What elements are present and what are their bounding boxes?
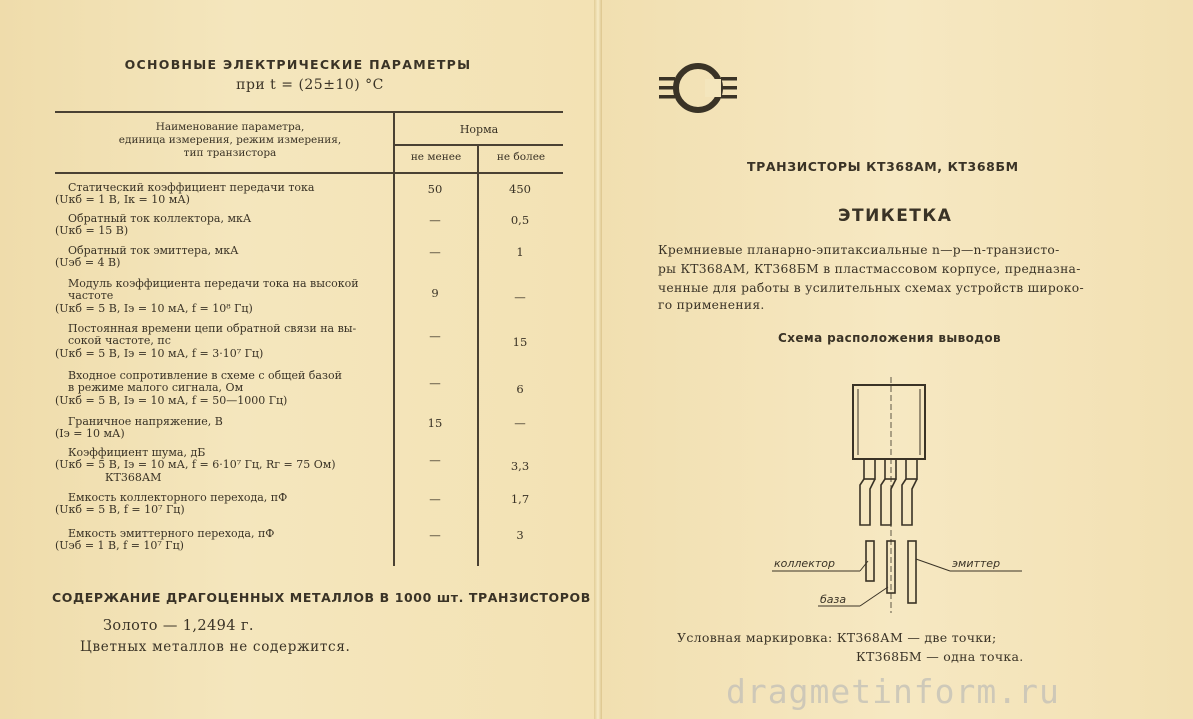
- param-line: сокой частоте, пс: [68, 334, 171, 348]
- header-param-line: единица измерения, режим измерения,: [118, 134, 342, 146]
- factory-logo-icon: [657, 57, 739, 119]
- marking-line-1: Условная маркировка: КТ368АМ — две точки;: [677, 630, 997, 645]
- param-cell: [55, 182, 314, 207]
- param-line: в режиме малого сигнала, Ом: [68, 381, 244, 395]
- transistors-title: ТРАНЗИСТОРЫ КТ368АМ, КТ368БМ: [747, 159, 1019, 174]
- max-value: 6: [516, 382, 524, 396]
- description-line: Кремниевые планарно-эпитаксиальные n—p—n-транзисто-: [658, 243, 1060, 257]
- min-value: —: [429, 453, 441, 467]
- nonferrous-content: Цветных металлов не содержится.: [80, 639, 351, 655]
- header-param: [100, 121, 360, 160]
- watermark: dragmetinform.ru: [726, 672, 1060, 711]
- gold-content: Золото — 1,2494 г.: [103, 618, 254, 634]
- param-cell: [55, 416, 223, 441]
- min-value: —: [429, 245, 441, 259]
- marking-line-2: КТ368БМ — одна точка.: [856, 649, 1024, 664]
- param-line: (Uэб = 4 В): [55, 256, 121, 270]
- param-line: Статический коэффициент передачи тока: [68, 181, 315, 194]
- min-value: 50: [427, 182, 443, 196]
- param-line: Коэффициент шума, дБ: [68, 446, 206, 459]
- max-value: 0,5: [510, 213, 530, 227]
- param-line: Емкость эмиттерного перехода, пФ: [68, 527, 275, 540]
- param-line: (Uкб = 1 В, Iк = 10 мА): [55, 193, 190, 207]
- header-param-line: Наименование параметра,: [155, 121, 305, 133]
- description-line: ры КТ368АМ, КТ368БМ в пластмассовом корпусе, предназна-: [658, 262, 1081, 276]
- param-line: Модуль коэффициента передачи тока на высокой: [68, 277, 359, 290]
- param-cell: [55, 213, 251, 238]
- param-cell: [55, 528, 274, 553]
- param-line: (Iэ = 10 мА): [55, 427, 125, 441]
- param-line: Входное сопротивление в схеме с общей базой: [68, 369, 342, 382]
- param-line: (Uкб = 5 В, Iэ = 10 мА, f = 6·10⁷ Гц, Rг = 75 Ом): [55, 458, 336, 472]
- max-value: 3,3: [510, 459, 530, 473]
- max-value: 1: [516, 245, 524, 259]
- min-value: —: [429, 329, 441, 343]
- max-value: —: [514, 416, 526, 430]
- param-cell: [55, 245, 238, 270]
- header-norm: Норма: [459, 123, 499, 136]
- param-line: (Uкб = 5 В, f = 10⁷ Гц): [55, 503, 185, 517]
- param-line: (Uэб = 1 В, f = 10⁷ Гц): [55, 539, 184, 553]
- precious-metals-title: СОДЕРЖАНИЕ ДРАГОЦЕННЫХ МЕТАЛЛОВ В 1000 шт. ТРАНЗИСТОРОВ: [52, 590, 591, 605]
- pin-label-emitter: эмиттер: [952, 557, 1001, 570]
- param-line: Постоянная времени цепи обратной связи на вы-: [68, 322, 357, 335]
- page-fold: [594, 0, 602, 719]
- pinout-diagram: [760, 375, 1060, 615]
- param-line: (Uкб = 5 В, Iэ = 10 мА, f = 50—1000 Гц): [55, 393, 288, 407]
- description-line: го применения.: [658, 298, 765, 312]
- param-line: КТ368АМ: [105, 470, 162, 484]
- min-value: 9: [431, 286, 439, 300]
- param-line: (Uкб = 5 В, Iэ = 10 мА, f = 10⁸ Гц): [55, 301, 253, 315]
- max-value: —: [514, 290, 526, 304]
- param-cell: [55, 492, 287, 517]
- param-line: Обратный ток эмиттера, мкА: [68, 244, 239, 257]
- param-cell: [55, 447, 336, 484]
- param-cell: [55, 278, 359, 315]
- header-min: не менее: [410, 151, 462, 163]
- max-value: 1,7: [510, 492, 530, 506]
- max-value: 450: [509, 182, 531, 196]
- description-line: ченные для работы в усилительных схемах устройств широко-: [658, 281, 1084, 295]
- header-max: не более: [496, 151, 546, 163]
- param-line: частоте: [68, 289, 114, 303]
- param-line: Емкость коллекторного перехода, пФ: [68, 491, 288, 504]
- max-value: 15: [512, 335, 528, 349]
- parameters-condition: при t = (25±10) °С: [236, 77, 384, 93]
- param-line: (Uкб = 15 В): [55, 224, 129, 238]
- parameters-title: ОСНОВНЫЕ ЭЛЕКТРИЧЕСКИЕ ПАРАМЕТРЫ: [124, 57, 472, 72]
- min-value: —: [429, 376, 441, 390]
- param-line: (Uкб = 5 В, Iэ = 10 мА, f = 3·10⁷ Гц): [55, 346, 264, 360]
- min-value: 15: [427, 416, 443, 430]
- param-cell: [55, 370, 342, 407]
- pin-label-base: база: [820, 593, 847, 606]
- min-value: —: [429, 213, 441, 227]
- min-value: —: [429, 528, 441, 542]
- pinout-title: Схема расположения выводов: [778, 331, 1002, 345]
- label-title: ЭТИКЕТКА: [838, 206, 953, 226]
- param-line: Граничное напряжение, В: [68, 415, 223, 428]
- max-value: 3: [516, 528, 524, 542]
- param-cell: [55, 323, 356, 360]
- min-value: —: [429, 492, 441, 506]
- header-param-line: тип транзистора: [183, 147, 277, 159]
- pin-label-collector: коллектор: [774, 557, 835, 570]
- param-line: Обратный ток коллектора, мкА: [68, 212, 252, 225]
